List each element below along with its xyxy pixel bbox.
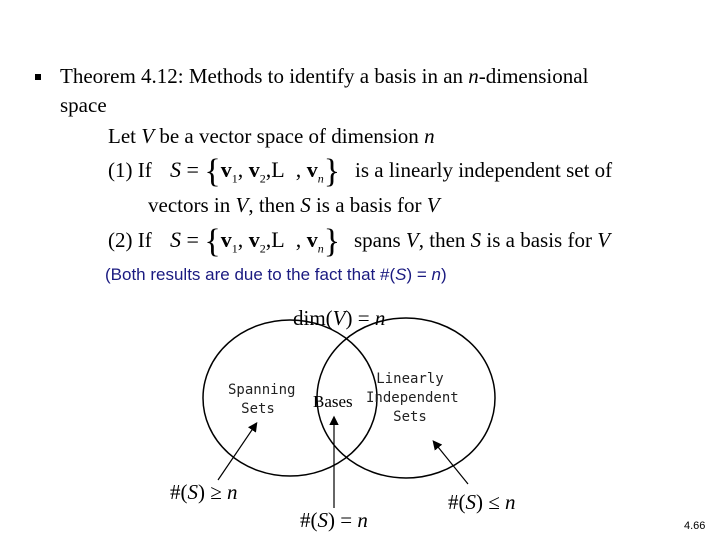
center-condition	[300, 508, 368, 533]
independent-label-1: Linearly	[376, 371, 444, 387]
note-c: )	[440, 265, 447, 284]
let-b: be a vector space of dimension	[154, 124, 425, 148]
item2-suffix-b: , then	[418, 228, 471, 252]
dim-n: n	[374, 306, 386, 330]
item2-suffix-v: V	[405, 228, 419, 252]
independent-label-3: Sets	[393, 409, 427, 425]
left-cond-b: ) ≥	[198, 480, 228, 504]
right-cond-n: n	[505, 490, 516, 514]
dim-a: dim(	[293, 306, 333, 330]
page-number: 4.66	[684, 520, 706, 532]
center-cond-a: #(	[300, 508, 318, 532]
dimension-label	[293, 306, 385, 331]
item1-set-expression: $S = \{v_1$, $v_2,L$ , $v_n$}	[170, 153, 341, 190]
item1-prefix: (1) If	[108, 158, 152, 182]
independent-sets-label	[366, 370, 459, 427]
spanning-label-2: Sets	[241, 401, 275, 417]
item2-suffix-s: S	[470, 228, 482, 252]
dim-v: V	[332, 306, 346, 330]
title-text-a: Theorem 4.12: Methods to identify a basis in an	[60, 64, 469, 88]
right-condition	[448, 490, 516, 515]
item2-set-expression: $S = \{v_1$, $v_2,L$ , $v_n$}	[170, 223, 341, 260]
note-a: (Both results are due to the fact that #(	[105, 265, 396, 284]
item2-suffix-c: is a basis for	[481, 228, 598, 252]
center-cond-s: S	[317, 508, 328, 532]
left-cond-n: n	[227, 480, 238, 504]
right-cond-b: ) ≤	[476, 490, 506, 514]
item1-cont-c: is a basis for	[310, 193, 427, 217]
left-arrow	[218, 424, 256, 480]
spanning-label-1: Spanning	[228, 382, 296, 398]
title-text-b: -dimensional	[478, 64, 589, 88]
let-v: V	[141, 124, 155, 148]
item1-cont-v2: V	[426, 193, 440, 217]
item1-cont-s: S	[300, 193, 311, 217]
let-n: n	[424, 124, 435, 148]
note-s: S	[395, 265, 407, 284]
item1-cont-b: , then	[248, 193, 301, 217]
right-cond-s: S	[465, 490, 476, 514]
left-cond-s: S	[187, 480, 198, 504]
left-condition	[170, 480, 238, 505]
dim-b: ) =	[345, 306, 375, 330]
center-cond-b: ) =	[328, 508, 358, 532]
independent-label-2: Independent	[366, 390, 459, 406]
note-b: ) =	[406, 265, 432, 284]
note-n: n	[431, 265, 441, 284]
title-text-n: n	[468, 64, 479, 88]
item2-prefix: (2) If	[108, 228, 152, 252]
left-cond-a: #(	[170, 480, 188, 504]
right-cond-a: #(	[448, 490, 466, 514]
center-cond-n: n	[357, 508, 368, 532]
bases-label: Bases	[313, 392, 353, 411]
theorem-title-cont: space	[60, 93, 107, 117]
right-arrow	[434, 442, 468, 484]
let-a: Let	[108, 124, 142, 148]
item2-suffix-v2: V	[597, 228, 611, 252]
item2-suffix-a: spans	[354, 228, 406, 252]
item1-cont-a: vectors in	[148, 193, 236, 217]
item1-cont-v: V	[235, 193, 249, 217]
spanning-sets-label	[228, 381, 296, 419]
item1-suffix: is a linearly independent set of	[355, 158, 613, 182]
